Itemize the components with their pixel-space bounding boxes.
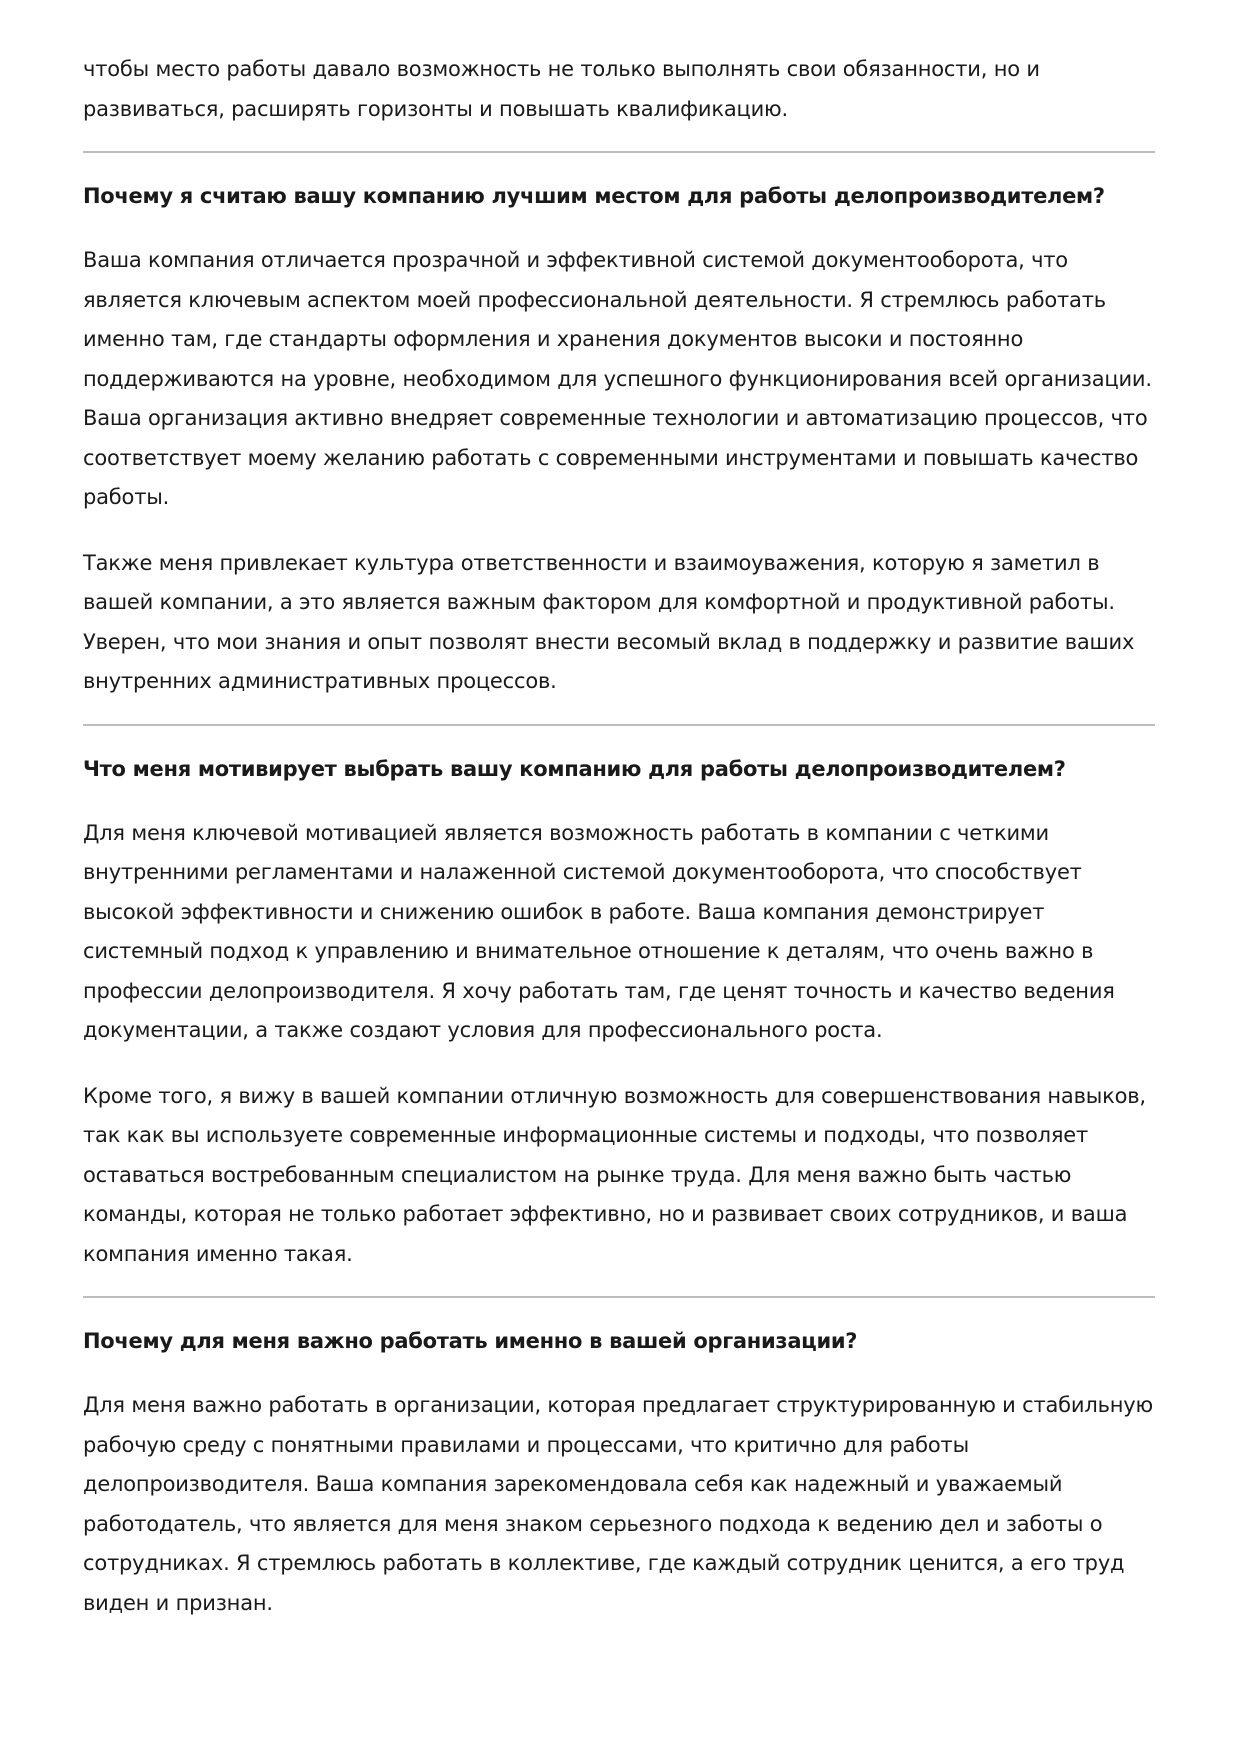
section-paragraph: Также меня привлекает культура ответственности и взаимоуважения, которую я заметил в вашей компании, а это является важным фактором для комфортной и продуктивной работы. Уверен, что мои знания и опыт позволят внести весомый вклад в поддержку и развитие ваших внутренних административных процессов. — [83, 550, 1135, 693]
document-page — [83, 50, 1155, 1623]
section-divider — [83, 151, 1155, 153]
section-paragraph: Ваша компания отличается прозрачной и эффективной системой документооборота, что является ключевым аспектом моей профессиональной деятельности. Я стремлюсь работать именно там, где стандарты оформления и хранения документов высоки и постоянно поддерживаются на уровне, необходимом для успешного функционирования всей организации. Ваша организация активно внедряет современные технологии и автоматизацию процессов, что соответствует моему желанию работать с современными инструментами и повышать качество работы. — [83, 248, 1152, 509]
section-heading: Что меня мотивирует выбрать вашу компанию для работы делопроизводителем? — [83, 756, 1066, 781]
section-paragraph: Для меня важно работать в организации, которая предлагает структурированную и стабильную рабочую среду с понятными правилами и процессами, что критично для работы делопроизводителя. Ваша компания зарекомендовала себя как надежный и уважаемый работодатель, что является для меня знаком серьезного подхода к ведению дел и заботы о сотрудниках. Я стремлюсь работать в коллективе, где каждый сотрудник ценится, а его труд виден и признан. — [83, 1393, 1153, 1615]
section-paragraph: Кроме того, я вижу в вашей компании отличную возможность для совершенствования навыков, так как вы используете современные информационные системы и подходы, что позволяет оставаться востребованным специалистом на рынке труда. Для меня важно быть частью команды, которая не только работает эффективно, но и развивает своих сотрудников, и ваша компания именно такая. — [83, 1083, 1146, 1266]
section-divider — [83, 1296, 1155, 1298]
section-heading: Почему для меня важно работать именно в вашей организации? — [83, 1329, 858, 1353]
section-paragraph: Для меня ключевой мотивацией является возможность работать в компании с четкими внутренними регламентами и налаженной системой документооборота, что способствует высокой эффективности и снижению ошибок в работе. Ваша компания демонстрирует системный подход к управлению и внимательное отношение к деталям, что очень важно в профессии делопроизводителя. Я хочу работать там, где ценят точность и качество ведения документации, а также создают условия для профессионального роста. — [83, 820, 1115, 1042]
section-divider — [83, 724, 1155, 726]
intro-paragraph: чтобы место работы давало возможность не только выполнять свои обязанности, но и развиваться, расширять горизонты и повышать квалификацию. — [83, 57, 1040, 121]
section-heading: Почему я считаю вашу компанию лучшим местом для работы делопроизводителем? — [83, 184, 1105, 208]
